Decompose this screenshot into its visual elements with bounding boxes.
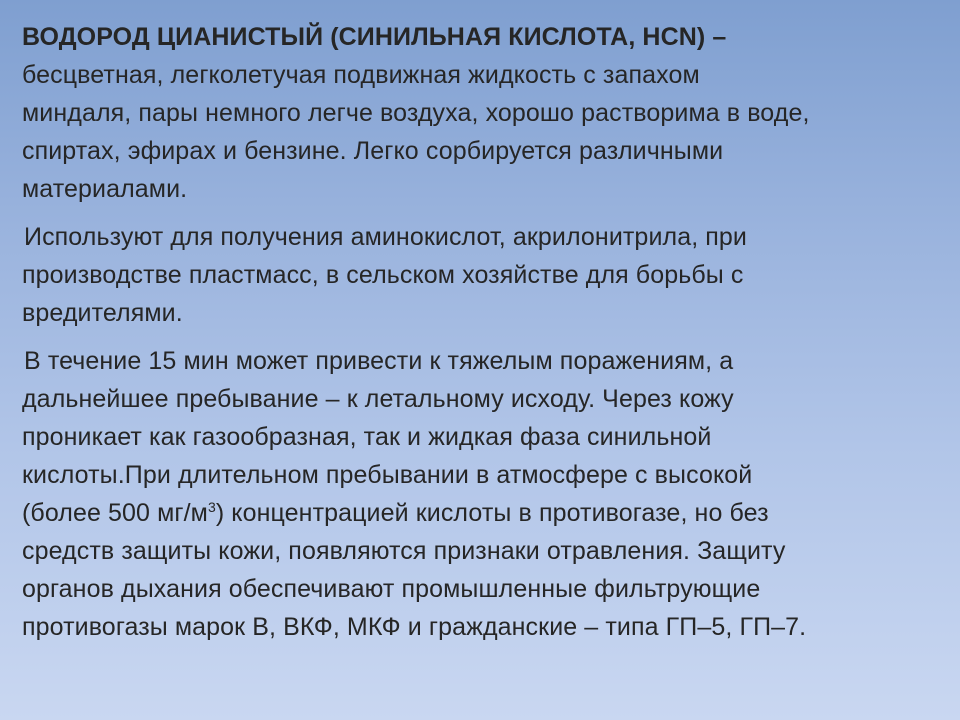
concentration-text-end: ) концентрацией кислоты в противогазе, но без [215,499,769,527]
paragraph-line: производстве пластмасс, в сельском хозяйстве для борьбы с [22,261,744,289]
slide-title: ВОДОРОД ЦИАНИСТЫЙ (СИНИЛЬНАЯ КИСЛОТА, HCN) [22,23,706,51]
paragraph-line: материалами. [22,175,188,203]
paragraph-line: проникает как газообразная, так и жидкая фаза синильной [22,423,712,451]
paragraph-line: Используют для получения аминокислот, акрилонитрила, при [24,223,747,251]
paragraph-line: спиртах, эфирах и бензине. Легко сорбируется различными [22,137,724,165]
paragraph-line: кислоты.При длительном пребывании в атмосфере с высокой [22,461,753,489]
paragraph-line: органов дыхания обеспечивают промышленные фильтрующие [22,575,761,603]
paragraph-usage [22,218,930,332]
paragraph-line: противогазы марок В, ВКФ, МКФ и гражданские – типа ГП–5, ГП–7. [22,613,807,641]
paragraph-line: дальнейшее пребывание – к летальному исходу. Через кожу [22,385,734,413]
title-dash: – [705,23,727,51]
paragraph-hcn-description [22,18,930,208]
paragraph-line: В течение 15 мин может привести к тяжелым поражениям, а [24,347,734,375]
paragraph-line: миндаля, пары немного легче воздуха, хорошо растворима в воде, [22,99,810,127]
cubic-superscript: 3 [207,499,216,515]
paragraph-line [22,494,930,532]
paragraph-line: вредителями. [22,299,183,327]
paragraph-line: бесцветная, легколетучая подвижная жидкость с запахом [22,61,700,89]
paragraph-line [22,18,930,56]
paragraph-toxicity [22,342,930,646]
paragraph-line: средств защиты кожи, появляются признаки отравления. Защиту [22,537,786,565]
concentration-text: (более 500 мг/м [22,499,208,527]
